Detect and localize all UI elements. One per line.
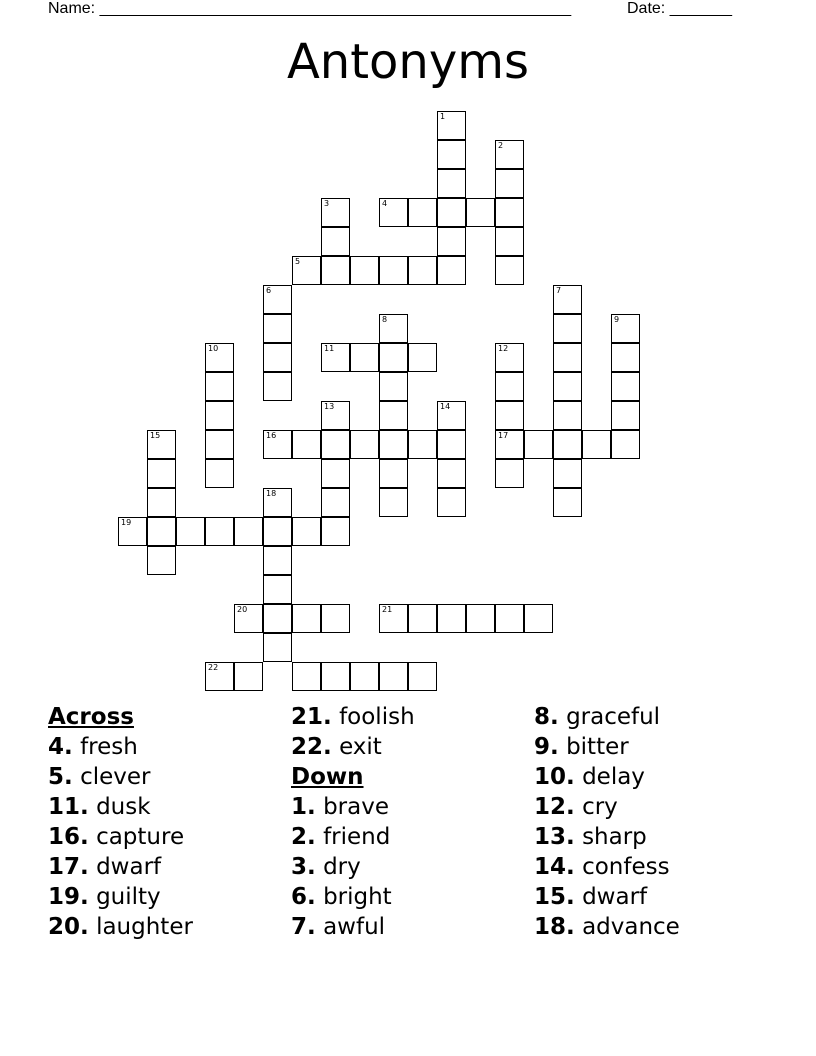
- grid-cell[interactable]: [350, 430, 379, 459]
- clue-item-text: laughter: [96, 914, 193, 940]
- grid-cell[interactable]: [379, 662, 408, 691]
- grid-cell[interactable]: [437, 488, 466, 517]
- clue-item-text: foolish: [339, 704, 415, 730]
- clue-number: 16: [266, 431, 277, 440]
- grid-cell[interactable]: [611, 430, 640, 459]
- clue-item-text: bitter: [566, 734, 629, 760]
- grid-cell[interactable]: [437, 430, 466, 459]
- grid-cell[interactable]: [321, 430, 350, 459]
- clue-number: 22: [208, 663, 219, 672]
- clue-item: [291, 702, 415, 732]
- clue-item-number: 1.: [291, 794, 316, 820]
- grid-cell[interactable]: [495, 198, 524, 227]
- clue-number: 12: [498, 344, 509, 353]
- grid-cell[interactable]: [205, 662, 234, 691]
- clue-number: 10: [208, 344, 219, 353]
- clue-number: 18: [266, 489, 277, 498]
- clue-item: [534, 762, 680, 792]
- grid-cell[interactable]: [408, 198, 437, 227]
- clue-number: 6: [266, 286, 272, 295]
- grid-cell[interactable]: [408, 430, 437, 459]
- grid-cell[interactable]: [495, 169, 524, 198]
- clue-item-text: dusk: [96, 794, 151, 820]
- grid-cell[interactable]: [263, 604, 292, 633]
- clue-item-text: dwarf: [96, 854, 162, 880]
- grid-cell[interactable]: [408, 343, 437, 372]
- clue-item: [291, 912, 415, 942]
- clue-item-number: 2.: [291, 824, 316, 850]
- clue-item-number: 16.: [48, 824, 89, 850]
- grid-cell[interactable]: [292, 604, 321, 633]
- grid-cell[interactable]: [379, 459, 408, 488]
- clue-number: 7: [556, 286, 562, 295]
- clue-item-text: delay: [582, 764, 645, 790]
- across-heading: Across: [48, 704, 134, 730]
- clue-item-text: friend: [323, 824, 391, 850]
- grid-cell[interactable]: [466, 198, 495, 227]
- grid-cell[interactable]: [118, 517, 147, 546]
- grid-cell[interactable]: [263, 575, 292, 604]
- grid-cell[interactable]: [553, 459, 582, 488]
- clue-item: [534, 732, 680, 762]
- grid-cell[interactable]: [205, 430, 234, 459]
- grid-cell[interactable]: [263, 488, 292, 517]
- clue-item: [48, 852, 193, 882]
- grid-cell[interactable]: [437, 256, 466, 285]
- grid-cell[interactable]: [263, 430, 292, 459]
- grid-cell[interactable]: [553, 430, 582, 459]
- grid-cell[interactable]: [350, 662, 379, 691]
- clue-item-number: 14.: [534, 854, 575, 880]
- grid-cell[interactable]: [611, 314, 640, 343]
- clue-item-number: 21.: [291, 704, 332, 730]
- grid-cell[interactable]: [147, 488, 176, 517]
- clue-item-text: dwarf: [582, 884, 648, 910]
- date-line: Date: _______: [627, 0, 732, 17]
- clue-item: [48, 912, 193, 942]
- clue-item-text: exit: [339, 734, 382, 760]
- grid-cell[interactable]: [321, 401, 350, 430]
- grid-cell[interactable]: [292, 517, 321, 546]
- clue-item-number: 17.: [48, 854, 89, 880]
- grid-cell[interactable]: [553, 285, 582, 314]
- clue-number: 3: [324, 199, 330, 208]
- grid-cell[interactable]: [321, 517, 350, 546]
- clue-item: [534, 912, 680, 942]
- clue-item-text: sharp: [582, 824, 647, 850]
- clue-number: 17: [498, 431, 509, 440]
- grid-cell[interactable]: [263, 314, 292, 343]
- clue-item: [534, 792, 680, 822]
- clue-item-number: 4.: [48, 734, 73, 760]
- clue-item-number: 11.: [48, 794, 89, 820]
- grid-cell[interactable]: [205, 372, 234, 401]
- clue-number: 1: [440, 112, 446, 121]
- grid-cell[interactable]: [495, 140, 524, 169]
- clue-number: 20: [237, 605, 248, 614]
- grid-cell[interactable]: [147, 517, 176, 546]
- clue-item-number: 5.: [48, 764, 73, 790]
- name-line: Name: _____________________________________________________: [48, 0, 572, 17]
- clue-column-1: [48, 702, 193, 942]
- clue-item-text: capture: [96, 824, 185, 850]
- grid-cell[interactable]: [321, 488, 350, 517]
- grid-cell[interactable]: [292, 256, 321, 285]
- grid-cell[interactable]: [234, 662, 263, 691]
- grid-cell[interactable]: [408, 604, 437, 633]
- clue-item-text: bright: [323, 884, 392, 910]
- grid-cell[interactable]: [321, 227, 350, 256]
- clue-item: [48, 732, 193, 762]
- grid-cell[interactable]: [495, 343, 524, 372]
- grid-cell[interactable]: [553, 343, 582, 372]
- clue-item-text: awful: [323, 914, 386, 940]
- grid-cell[interactable]: [495, 459, 524, 488]
- clue-item-text: cry: [582, 794, 618, 820]
- grid-cell[interactable]: [263, 633, 292, 662]
- clue-item-number: 9.: [534, 734, 559, 760]
- grid-cell[interactable]: [263, 372, 292, 401]
- grid-cell[interactable]: [321, 198, 350, 227]
- grid-cell[interactable]: [408, 256, 437, 285]
- clue-item: [48, 792, 193, 822]
- clue-item: [534, 702, 680, 732]
- grid-cell[interactable]: [263, 546, 292, 575]
- clue-number: 11: [324, 344, 335, 353]
- grid-cell[interactable]: [321, 256, 350, 285]
- clue-number: 9: [614, 315, 620, 324]
- grid-cell[interactable]: [437, 227, 466, 256]
- grid-cell[interactable]: [379, 198, 408, 227]
- grid-cell[interactable]: [379, 604, 408, 633]
- clue-number: 15: [150, 431, 161, 440]
- clue-item-number: 18.: [534, 914, 575, 940]
- grid-cell[interactable]: [205, 343, 234, 372]
- grid-cell[interactable]: [466, 604, 495, 633]
- clue-item-text: confess: [582, 854, 670, 880]
- down-heading: Down: [291, 764, 364, 790]
- clue-number: 5: [295, 257, 301, 266]
- grid-cell[interactable]: [553, 401, 582, 430]
- clue-item-number: 15.: [534, 884, 575, 910]
- page-title: Antonyms: [286, 34, 530, 90]
- grid-cell[interactable]: [553, 372, 582, 401]
- grid-cell[interactable]: [437, 459, 466, 488]
- grid-cell[interactable]: [379, 430, 408, 459]
- grid-cell[interactable]: [582, 430, 611, 459]
- clue-item-text: fresh: [80, 734, 138, 760]
- grid-cell[interactable]: [611, 343, 640, 372]
- clue-item: [291, 732, 415, 762]
- clue-item-number: 7.: [291, 914, 316, 940]
- clue-number: 8: [382, 315, 388, 324]
- grid-cell[interactable]: [611, 372, 640, 401]
- clue-item: [48, 882, 193, 912]
- clue-item-text: guilty: [96, 884, 161, 910]
- clue-column-3: [534, 702, 680, 942]
- grid-cell[interactable]: [495, 401, 524, 430]
- grid-cell[interactable]: [205, 517, 234, 546]
- grid-cell[interactable]: [379, 343, 408, 372]
- grid-cell[interactable]: [350, 343, 379, 372]
- grid-cell[interactable]: [147, 546, 176, 575]
- clue-item-number: 10.: [534, 764, 575, 790]
- grid-cell[interactable]: [263, 517, 292, 546]
- grid-cell[interactable]: [234, 517, 263, 546]
- clue-item-number: 6.: [291, 884, 316, 910]
- clue-item-text: advance: [582, 914, 680, 940]
- grid-cell[interactable]: [234, 604, 263, 633]
- clue-item-text: clever: [80, 764, 151, 790]
- grid-cell[interactable]: [321, 343, 350, 372]
- grid-cell[interactable]: [321, 662, 350, 691]
- grid-cell[interactable]: [379, 401, 408, 430]
- grid-cell[interactable]: [147, 459, 176, 488]
- grid-cell[interactable]: [176, 517, 205, 546]
- clue-item-text: graceful: [566, 704, 661, 730]
- clue-item: [291, 852, 415, 882]
- grid-cell[interactable]: [350, 256, 379, 285]
- grid-cell[interactable]: [263, 343, 292, 372]
- clue-number: 21: [382, 605, 393, 614]
- grid-cell[interactable]: [292, 430, 321, 459]
- grid-cell[interactable]: [379, 256, 408, 285]
- grid-cell[interactable]: [553, 314, 582, 343]
- grid-cell[interactable]: [147, 430, 176, 459]
- clue-item: [534, 852, 680, 882]
- grid-cell[interactable]: [437, 604, 466, 633]
- clue-item-number: 19.: [48, 884, 89, 910]
- grid-cell[interactable]: [437, 198, 466, 227]
- clue-item: [291, 792, 415, 822]
- clue-item: [48, 762, 193, 792]
- clue-item-number: 3.: [291, 854, 316, 880]
- clue-item: [48, 822, 193, 852]
- grid-cell[interactable]: [437, 401, 466, 430]
- clue-number: 4: [382, 199, 388, 208]
- clue-item-number: 22.: [291, 734, 332, 760]
- grid-cell[interactable]: [495, 227, 524, 256]
- grid-cell[interactable]: [379, 372, 408, 401]
- grid-cell[interactable]: [379, 314, 408, 343]
- grid-cell[interactable]: [408, 662, 437, 691]
- grid-cell[interactable]: [524, 604, 553, 633]
- clue-number: 13: [324, 402, 335, 411]
- clue-column-2: [291, 702, 415, 942]
- grid-cell[interactable]: [495, 256, 524, 285]
- clue-item: [291, 882, 415, 912]
- grid-cell[interactable]: [437, 140, 466, 169]
- grid-cell[interactable]: [379, 488, 408, 517]
- clue-number: 19: [121, 518, 132, 527]
- grid-cell[interactable]: [263, 285, 292, 314]
- grid-cell[interactable]: [437, 111, 466, 140]
- grid-cell[interactable]: [437, 169, 466, 198]
- grid-cell[interactable]: [553, 488, 582, 517]
- clue-item-number: 12.: [534, 794, 575, 820]
- grid-cell[interactable]: [321, 459, 350, 488]
- grid-cell[interactable]: [495, 372, 524, 401]
- clue-number: 14: [440, 402, 451, 411]
- clue-number: 2: [498, 141, 504, 150]
- clue-item-text: dry: [323, 854, 361, 880]
- clue-item-number: 8.: [534, 704, 559, 730]
- grid-cell[interactable]: [321, 604, 350, 633]
- grid-cell[interactable]: [292, 662, 321, 691]
- grid-cell[interactable]: [495, 604, 524, 633]
- clue-item-number: 20.: [48, 914, 89, 940]
- clue-item-text: brave: [323, 794, 389, 820]
- clue-item: [534, 822, 680, 852]
- grid-cell[interactable]: [205, 459, 234, 488]
- grid-cell[interactable]: [524, 430, 553, 459]
- grid-cell[interactable]: [495, 430, 524, 459]
- clue-item-number: 13.: [534, 824, 575, 850]
- clue-item: [291, 822, 415, 852]
- grid-cell[interactable]: [611, 401, 640, 430]
- clue-item: [534, 882, 680, 912]
- grid-cell[interactable]: [205, 401, 234, 430]
